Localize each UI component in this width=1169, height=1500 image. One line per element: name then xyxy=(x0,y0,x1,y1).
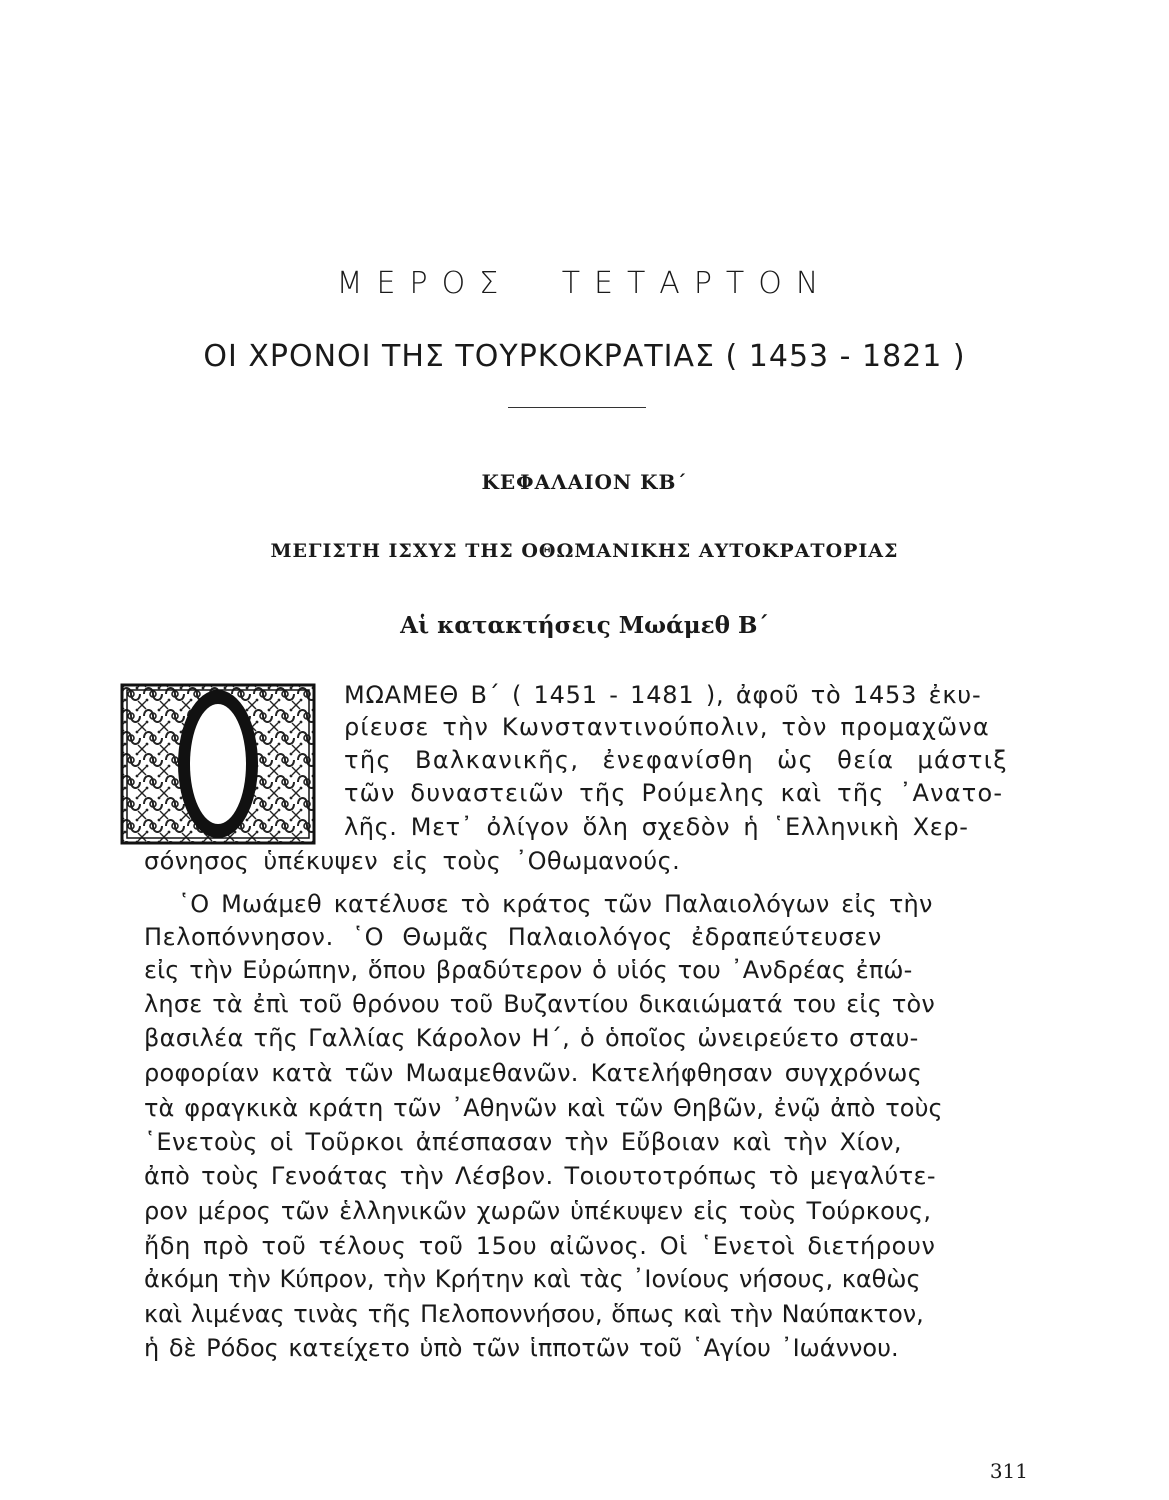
part-title: ΜΕΡΟΣ ΤΕΤΑΡΤΟΝ xyxy=(336,266,833,301)
part-subtitle: ΟΙ ΧΡΟΝΟΙ ΤΗΣ ΤΟΥΡΚΟΚΡΑΤΙΑΣ ( 1453 - 1821 ) xyxy=(203,339,966,374)
page-number: 311 xyxy=(989,1459,1028,1483)
body-line: ἀκόμη τὴν Κύπρον, τὴν Κρήτην καὶ τὰς ᾿Ιονίους νήσους, καθὼς xyxy=(144,1265,921,1293)
title-rule xyxy=(508,407,646,408)
body-line: ῾Ο Μωάμεθ κατέλυσε τὸ κράτος τῶν Παλαιολόγων εἰς τὴν xyxy=(178,890,933,918)
body-line: καὶ λιμένας τινὰς τῆς Πελοποννήσου, ὅπως καὶ τὴν Ναύπακτον, xyxy=(144,1300,924,1328)
body-line: ρον μέρος τῶν ἑλληνικῶν χωρῶν ὑπέκυψεν εἰς τοὺς Τούρκους, xyxy=(144,1197,932,1225)
body-line: ἡ δὲ Ρόδος κατείχετο ὑπὸ τῶν ἱπποτῶν τοῦ ῾Αγίου ᾿Ιωάννου. xyxy=(144,1334,899,1362)
body-line: Πελοπόννησον. ῾Ο Θωμᾶς Παλαιολόγος ἐδραπεύτευσεν xyxy=(144,923,882,951)
chapter-heading: ΚΕΦΑΛΑΙΟΝ ΚΒ΄ xyxy=(481,470,688,494)
chapter-title: ΜΕΓΙΣΤΗ ΙΣΧΥΣ ΤΗΣ ΟΘΩΜΑΝΙΚΗΣ ΑΥΤΟΚΡΑΤΟΡΙΑΣ xyxy=(270,540,899,562)
body-line: ρίευσε τὴν Κωνσταντινούπολιν, τὸν προμαχῶνα xyxy=(344,713,990,741)
body-line: τὰ φραγκικὰ κράτη τῶν ᾿Αθηνῶν καὶ τῶν Θηβῶν, ἐνῷ ἀπὸ τοὺς xyxy=(144,1094,943,1122)
body-line: ΜΩΑΜΕΘ Β΄ ( 1451 - 1481 ), ἀφοῦ τὸ 1453 ἐκυ- xyxy=(344,681,982,709)
body-line: ῾Ενετοὺς οἱ Τοῦρκοι ἀπέσπασαν τὴν Εὔβοιαν καὶ τὴν Χίον, xyxy=(144,1128,902,1156)
body-line: ἤδη πρὸ τοῦ τέλους τοῦ 15ου αἰῶνος. Οἱ ῾Ενετοὶ διετήρουν xyxy=(144,1232,936,1260)
body-line: τῶν δυναστειῶν τῆς Ρούμελης καὶ τῆς ᾿Ανατο- xyxy=(344,779,1004,807)
body-line: σόνησος ὑπέκυψεν εἰς τοὺς ᾿Οθωμανούς. xyxy=(144,847,681,875)
drop-cap-ornament xyxy=(120,683,316,845)
body-line: λῆς. Μετ᾿ ὀλίγον ὅλη σχεδὸν ἡ ῾Ελληνικὴ Χερ- xyxy=(344,813,969,841)
body-line: λησε τὰ ἐπὶ τοῦ θρόνου τοῦ Βυζαντίου δικαιώματά του εἰς τὸν xyxy=(144,990,935,1018)
body-line: εἰς τὴν Εὐρώπην, ὅπου βραδύτερον ὁ υἱός του ᾿Ανδρέας ἐπώ- xyxy=(144,956,913,984)
body-line: ἀπὸ τοὺς Γενοάτας τὴν Λέσβον. Τοιουτοτρόπως τὸ μεγαλύτε- xyxy=(144,1162,936,1190)
body-line: τῆς Βαλκανικῆς, ἐνεφανίσθη ὡς θεία μάστιξ xyxy=(344,746,1009,774)
section-title: Αἱ κατακτήσεις Μωάμεθ Β΄ xyxy=(400,612,769,639)
body-line: βασιλέα τῆς Γαλλίας Κάρολον Η΄, ὁ ὁποῖος ὠνειρεύετο σταυ- xyxy=(144,1024,919,1052)
body-line: ροφορίαν κατὰ τῶν Μωαμεθανῶν. Κατελήφθησαν συγχρόνως xyxy=(144,1059,923,1087)
